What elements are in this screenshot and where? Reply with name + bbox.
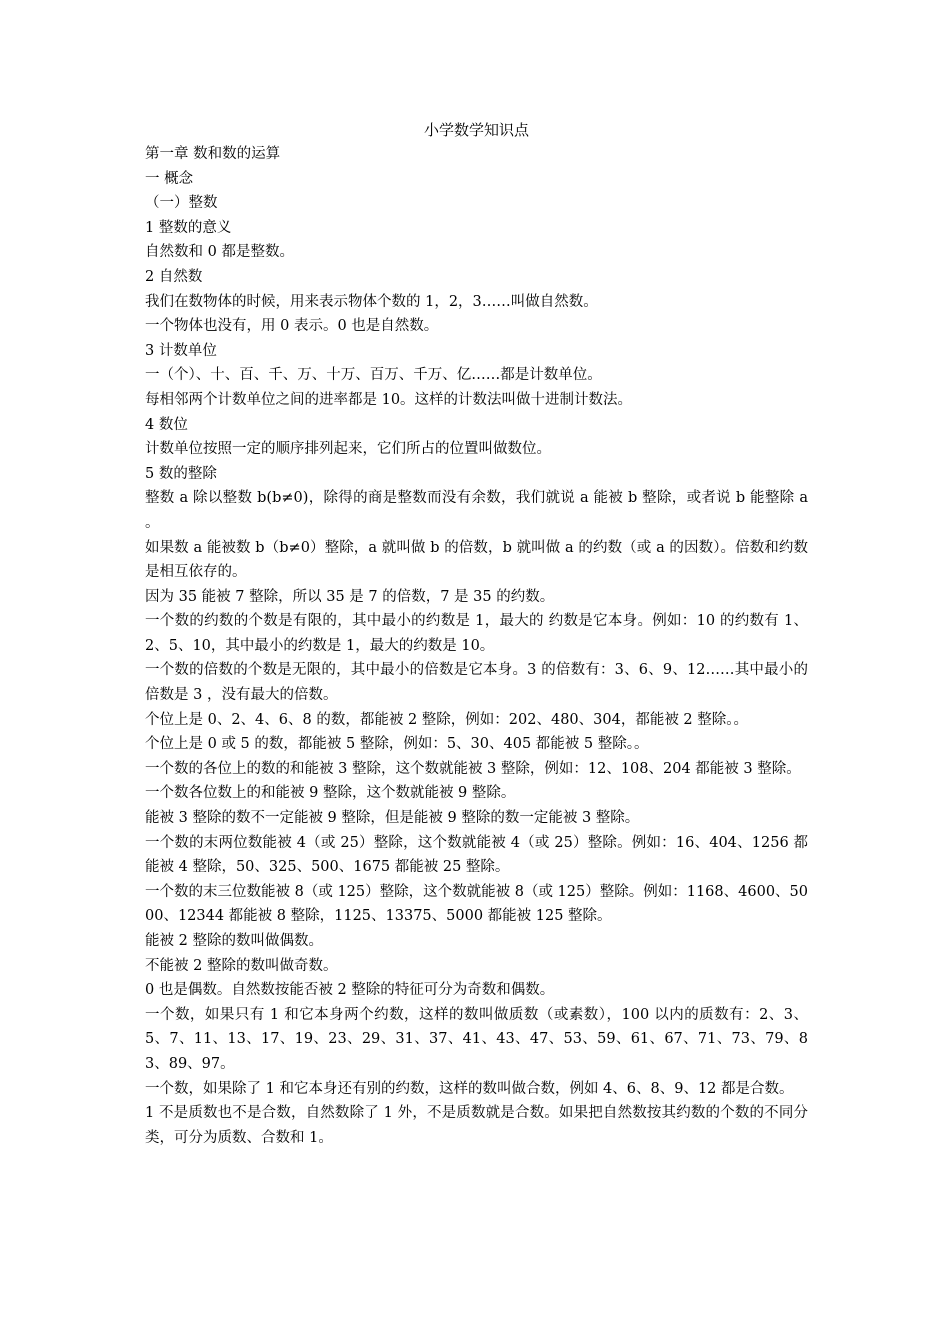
paragraph: 一个数的末两位数能被 4（或 25）整除，这个数就能被 4（或 25）整除。例如：16、404、1256 都能被 4 整除，50、325、500、1675 都能被 25 整除。 [145,834,808,876]
section-heading: 一 概念 [145,170,194,187]
paragraph: 一个数各位数上的和能被 9 整除，这个数就能被 9 整除。 [145,785,516,802]
paragraph: 一个数，如果只有 1 和它本身两个约数，这样的数叫做质数（或素数），100 以内的质数有：2、3、5、7、11、13、17、19、23、29、31、37、41、43、47、53、59、61、67、71、73、79、83、89、97。 [145,1006,808,1072]
document-title: 小学数学知识点 [423,121,529,139]
paragraph: 因为 35 能被 7 整除，所以 35 是 7 的倍数，7 是 35 的约数。 [145,588,555,605]
paragraph: 能被 2 整除的数叫做偶数。 [145,933,323,949]
item-heading: 2 自然数 [145,268,203,285]
paragraph: 不能被 2 整除的数叫做奇数。 [145,957,338,974]
subsection-heading: （一）整数 [145,195,218,212]
item-heading: 4 数位 [145,416,188,433]
paragraph: 计数单位按照一定的顺序排列起来，它们所占的位置叫做数位。 [145,441,551,458]
paragraph: 自然数和 0 都是整数。 [145,244,294,261]
paragraph: 一个数的约数的个数是有限的，其中最小的约数是 1，最大的 约数是它本身。例如：10 的约数有 1、2、5、10，其中最小的约数是 1，最大的约数是 10。 [145,613,808,654]
paragraph: 我们在数物体的时候，用来表示物体个数的 1，2，3……叫做自然数。 [145,293,598,310]
paragraph: 一个物体也没有，用 0 表示。0 也是自然数。 [145,318,439,335]
paragraph: 能被 3 整除的数不一定能被 9 整除，但是能被 9 整除的数一定能被 3 整除。 [145,810,640,827]
paragraph: 一（个）、十、百、千、万、十万、百万、千万、亿……都是计数单位。 [145,367,602,384]
paragraph: 一个数的倍数的个数是无限的，其中最小的倍数是它本身。3 的倍数有：3、6、9、12……其中最小的倍数是 3 ，没有最大的倍数。 [145,662,808,704]
chapter-heading: 第一章 数和数的运算 [145,146,281,162]
paragraph: 个位上是 0、2、4、6、8 的数，都能被 2 整除，例如：202、480、304，都能被 2 整除。。 [145,711,749,728]
paragraph: 0 也是偶数。自然数按能否被 2 整除的特征可分为奇数和偶数。 [145,982,555,999]
paragraph: 一个数的各位上的数的和能被 3 整除，这个数就能被 3 整除，例如：12、108、204 都能被 3 整除。 [145,760,801,777]
item-heading: 3 计数单位 [145,342,217,359]
paragraph: 一个数的末三位数能被 8（或 125）整除，这个数就能被 8（或 125）整除。例如：1168、4600、5000、12344 都能被 8 整除，1125、13375、5000 都能被 125 整除。 [145,883,808,925]
item-heading: 1 整数的意义 [145,219,232,236]
paragraph: 个位上是 0 或 5 的数，都能被 5 整除，例如：5、30、405 都能被 5 整除。。 [145,736,649,753]
document-page [145,118,808,1150]
paragraph: 一个数，如果除了 1 和它本身还有别的约数，这样的数叫做合数，例如 4、6、8、9、12 都是合数。 [145,1080,794,1097]
paragraph: 如果数 a 能被数 b（b≠0）整除，a 就叫做 b 的倍数，b 就叫做 a 的约数（或 a 的因数）。倍数和约数是相互依存的。 [145,539,808,581]
item-heading: 5 数的整除 [145,465,217,482]
paragraph: 每相邻两个计数单位之间的进率都是 10。这样的计数法叫做十进制计数法。 [145,391,633,408]
paragraph: 整数 a 除以整数 b(b≠0)，除得的商是整数而没有余数，我们就说 a 能被 b 整除，或者说 b 能整除 a 。 [145,490,808,531]
paragraph: 1 不是质数也不是合数，自然数除了 1 外，不是质数就是合数。如果把自然数按其约数的个数的不同分类，可分为质数、合数和 1。 [145,1105,808,1146]
